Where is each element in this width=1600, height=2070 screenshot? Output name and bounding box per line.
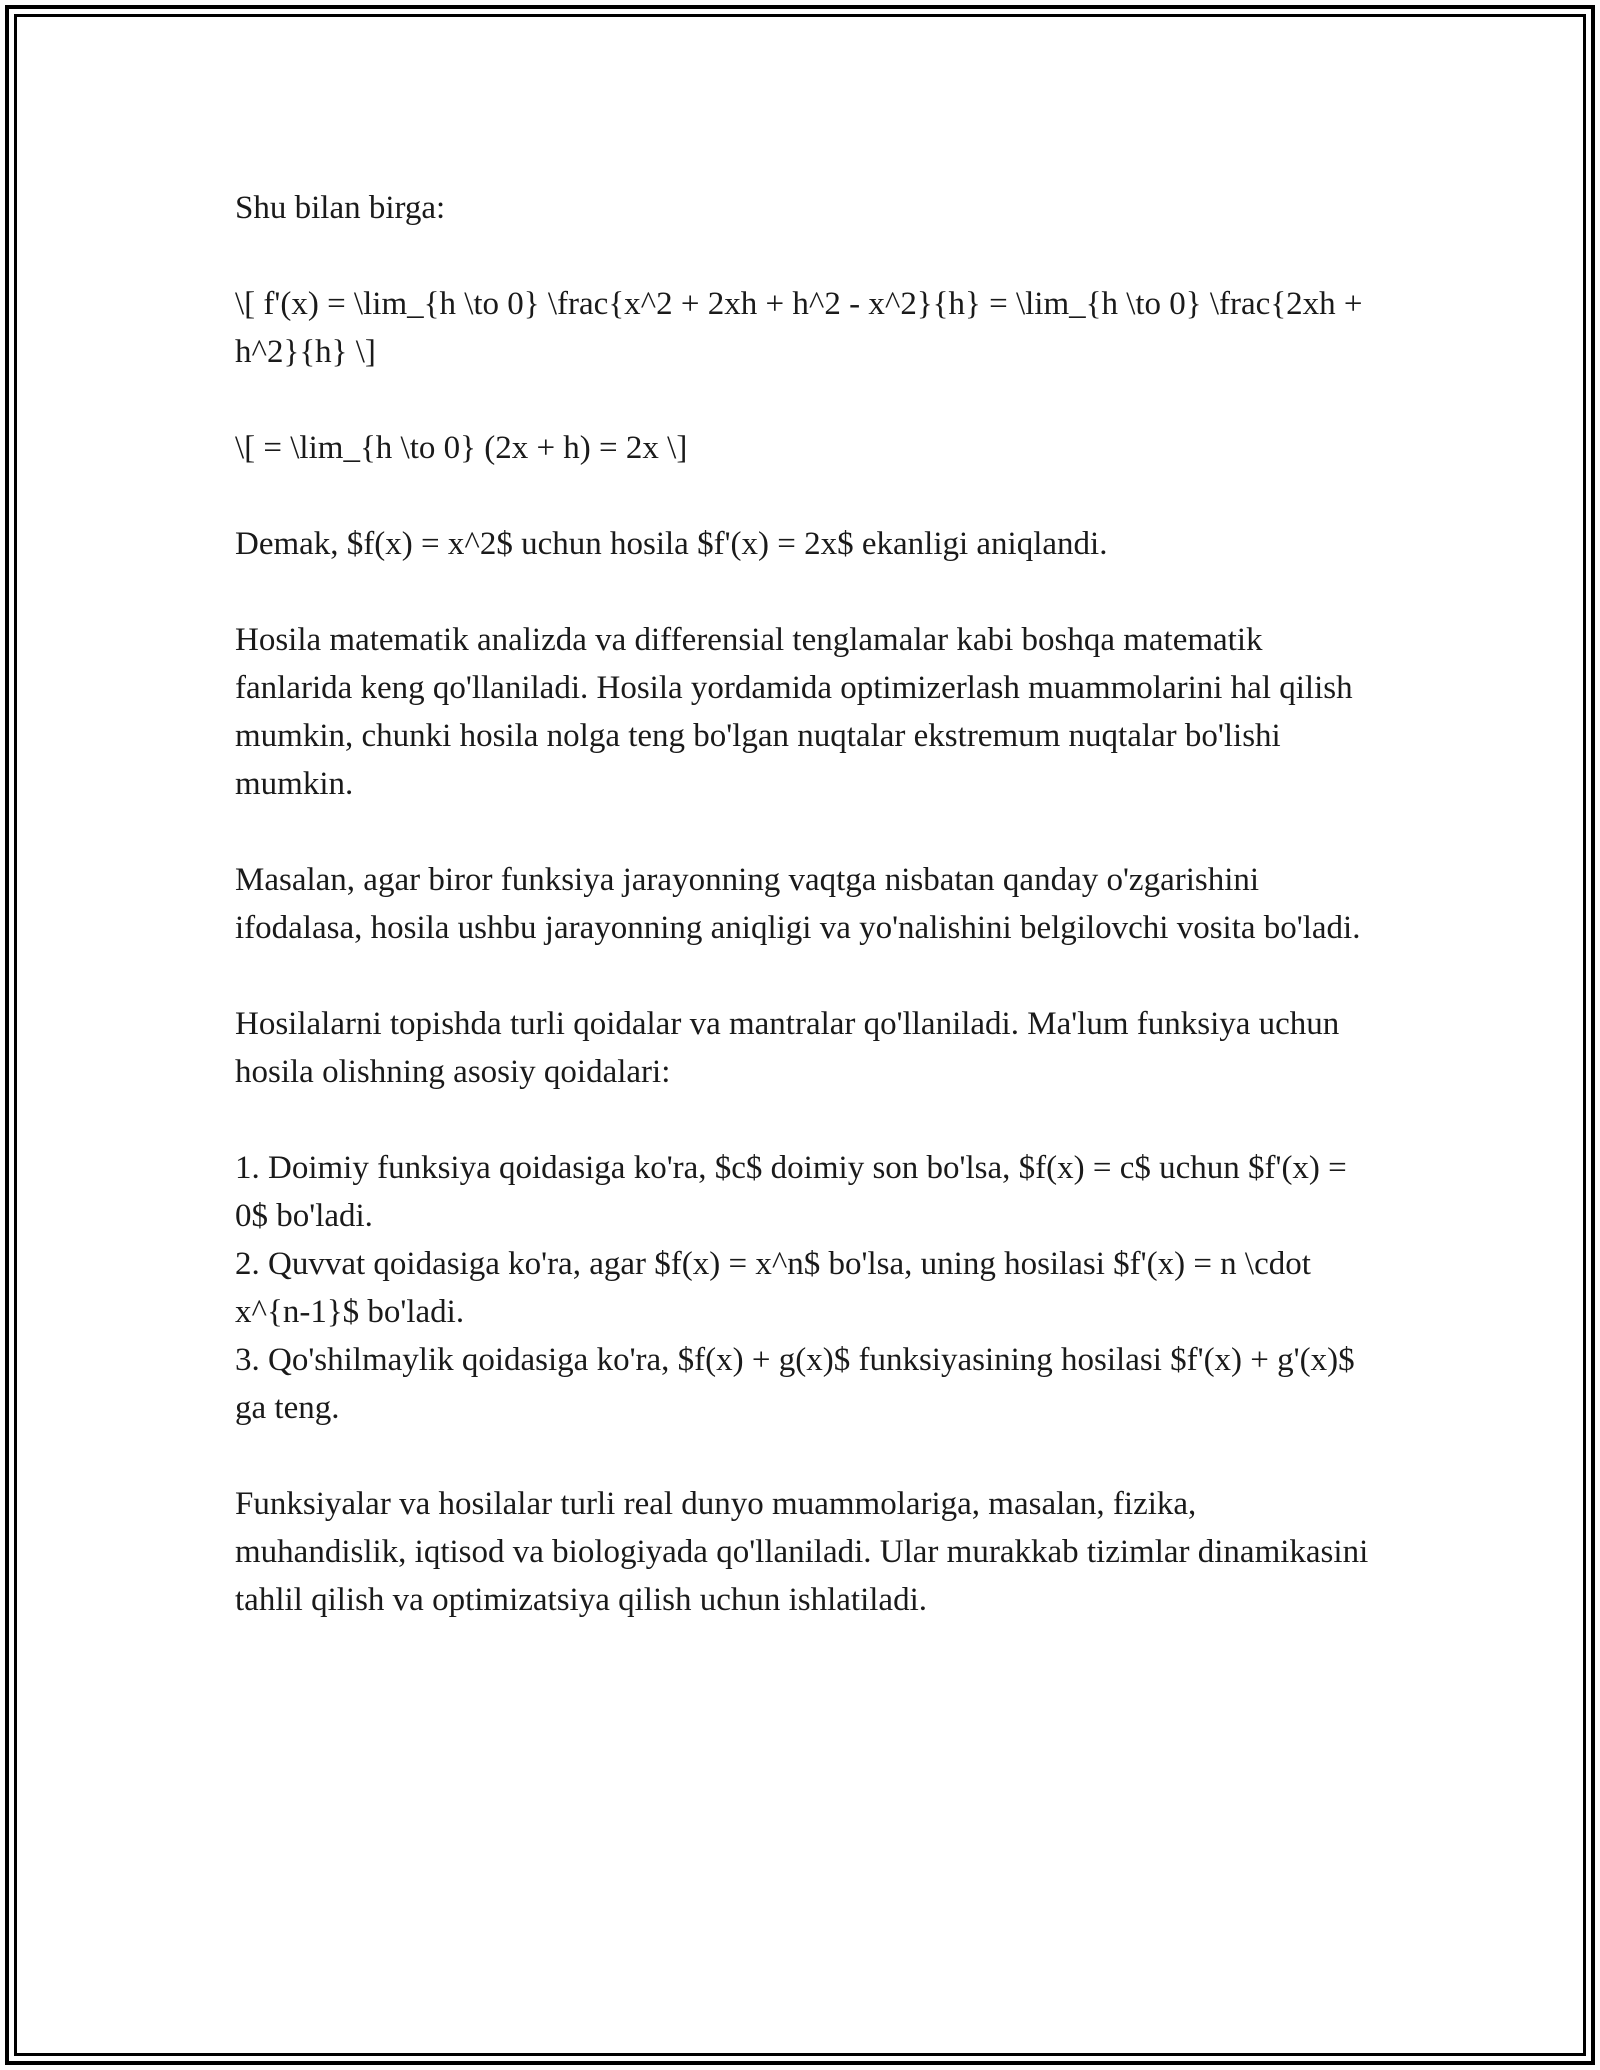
paragraph-applications: Hosila matematik analizda va differensial tenglamalar kabi boshqa matematik fanlarida keng qo'llaniladi. Hosila yordamida optimizerlash muammolarini hal qilish mumkin, chunki hosila nolga teng bo'lgan nuqtalar ekstremum nuqtalar bo'lishi mumkin. [235,622,1353,802]
document-body [235,184,1370,1672]
list-item-sum-rule: 3. Qo'shilmaylik qoidasiga ko'ra, $f(x) + g(x)$ funksiyasining hosilasi $f'(x) + g'(x)$ ga teng. [235,1342,1355,1426]
equation-derivative-result: \[ = \lim_{h \to 0} (2x + h) = 2x \] [235,430,688,466]
paragraph-example: Masalan, agar biror funksiya jarayonning vaqtga nisbatan qanday o'zgarishini ifodalasa, hosila ushbu jarayonning aniqligi va yo'nalishini belgilovchi vosita bo'ladi. [235,862,1361,946]
paragraph-conclusion: Demak, $f(x) = x^2$ uchun hosila $f'(x) = 2x$ ekanligi aniqlandi. [235,526,1108,562]
equation-derivative-limit: \[ f'(x) = \lim_{h \to 0} \frac{x^2 + 2xh + h^2 - x^2}{h} = \lim_{h \to 0} \frac{2xh + h^2}{h} \] [235,286,1363,370]
paragraph-rules-intro: Hosilalarni topishda turli qoidalar va mantralar qo'llaniladi. Ma'lum funksiya uchun hosila olishning asosiy qoidalari: [235,1006,1340,1090]
list-item-power-rule: 2. Quvvat qoidasiga ko'ra, agar $f(x) = x^n$ bo'lsa, uning hosilasi $f'(x) = n \cdot x^{n-1}$ bo'ladi. [235,1246,1311,1330]
rules-list [235,1144,1370,1432]
paragraph-closing: Funksiyalar va hosilalar turli real dunyo muammolariga, masalan, fizika, muhandislik, iqtisod va biologiyada qo'llaniladi. Ular murakkab tizimlar dinamikasini tahlil qilish va optimizatsiya qilish uchun ishlatiladi. [235,1486,1369,1618]
paragraph-intro: Shu bilan birga: [235,190,446,226]
list-item-constant-rule: 1. Doimiy funksiya qoidasiga ko'ra, $c$ doimiy son bo'lsa, $f(x) = c$ uchun $f'(x) = 0$ bo'ladi. [235,1150,1347,1234]
